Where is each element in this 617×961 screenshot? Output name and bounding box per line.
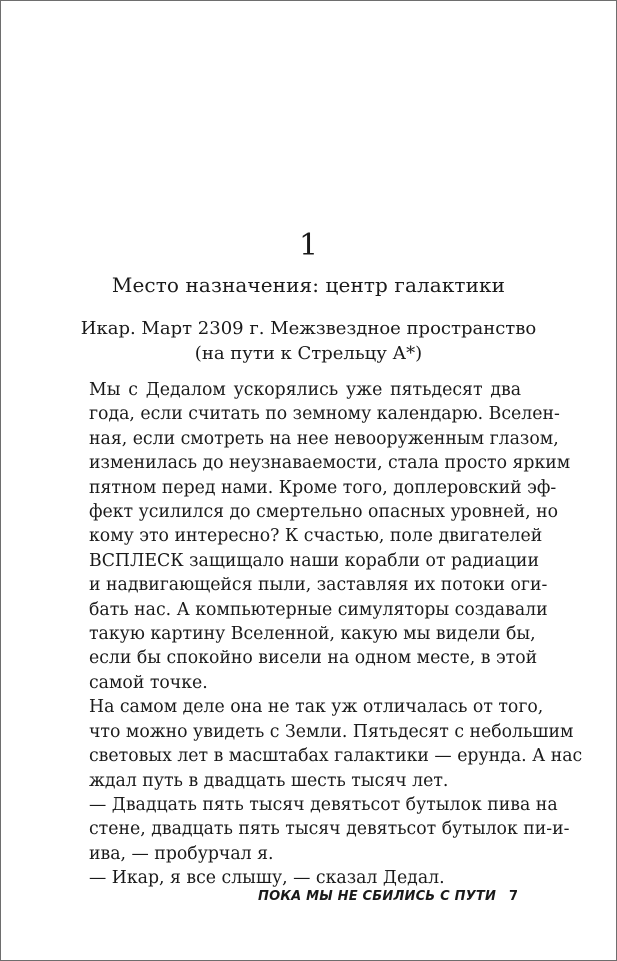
text-line: На самом деле она не так уж отличалась от того, — [89, 697, 544, 718]
text-line: — Икар, я все слышу, — сказал Дедал. — [89, 868, 445, 889]
text-line: если бы спокойно висели на одном месте, в этой — [89, 648, 538, 669]
chapter-number: 1 — [298, 228, 319, 263]
page-number: 7 — [509, 889, 519, 904]
text-line: — Двадцать пять тысяч девятьсот бутылок пива на — [89, 794, 558, 815]
text-line: Мы с Дедалом ускорялись уже пятьдесят два — [89, 380, 521, 400]
paragraph — [89, 866, 521, 890]
paragraph — [89, 695, 583, 793]
text-line: изменилась до неузнаваемости, стала просто ярким — [89, 453, 571, 474]
text-line: стене, двадцать пять тысяч девятьсот бутылок пи-и- — [89, 819, 570, 840]
text-line: фект усилился до смертельно опасных уровней, но — [89, 502, 559, 523]
text-line: пятном перед нами. Кроме того, доплеровский эф- — [89, 477, 557, 498]
text-line: ВСПЛЕСК защищало наши корабли от радиации — [89, 550, 539, 571]
chapter-subtitle-line: Икар. Март 2309 г. Межзвездное пространство — [80, 318, 537, 339]
text-line: световых лет в масштабах галактики — ерунда. А нас — [89, 746, 583, 767]
chapter-title: Место назначения: центр галактики — [111, 273, 506, 297]
running-title: ПОКА МЫ НЕ СБИЛИСЬ С ПУТИ — [258, 889, 497, 904]
text-line: кому это интересно? К счастью, поле двигателей — [89, 526, 543, 547]
paragraph — [89, 793, 570, 866]
text-line: что можно увидеть с Земли. Пятьдесят с небольшим — [89, 721, 574, 742]
text-line: такую картину Вселенной, какую мы видели бы, — [89, 624, 536, 645]
paragraph — [89, 378, 571, 695]
text-line: самой точке. — [89, 672, 208, 693]
text-line: года, если считать по земному календарю. Вселен- — [89, 404, 560, 425]
text-line: и надвигающейся пыли, заставляя их потоки оги- — [89, 575, 548, 596]
text-line: ная, если смотреть на нее невооруженным глазом, — [89, 428, 559, 449]
body-text — [89, 378, 583, 891]
text-line: ива, — пробурчал я. — [89, 843, 274, 864]
chapter-subtitle-line: (на пути к Стрельцу А*) — [194, 343, 423, 364]
text-line: бать нас. А компьютерные симуляторы создавали — [89, 599, 548, 620]
chapter-subtitle — [0, 316, 617, 366]
text-line: ждал путь в двадцать шесть тысяч лет. — [89, 770, 449, 791]
